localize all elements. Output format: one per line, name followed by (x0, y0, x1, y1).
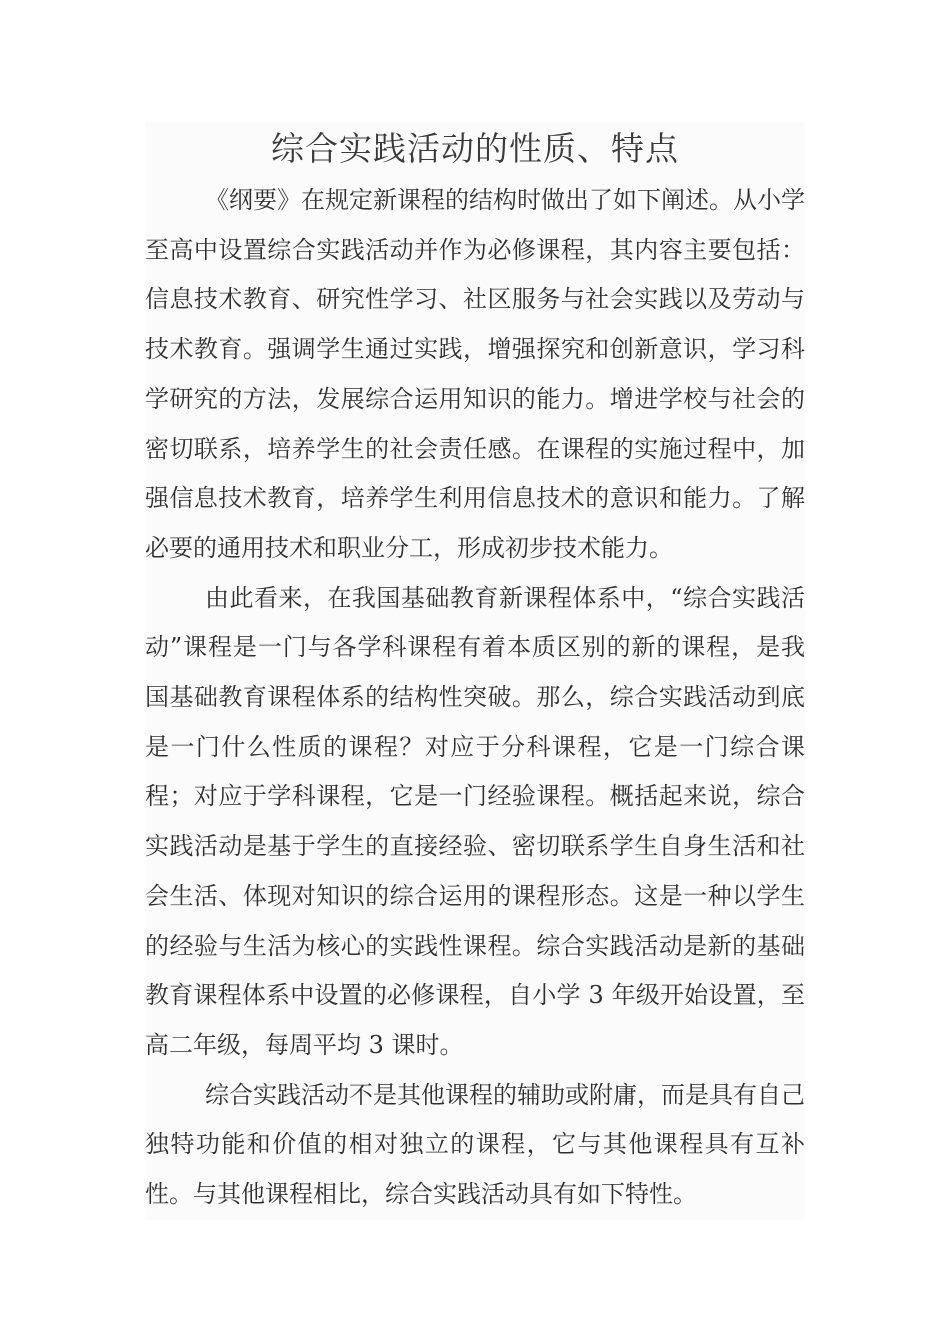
paragraph-2: 由此看来，在我国基础教育新课程体系中，“综合实践活动”课程是一门与各学科课程有着本质区别的新的课程，是我国基础教育课程体系的结构性突破。那么，综合实践活动到底是一门什么性质的课程？对应于分科课程，它是一门综合课程；对应于学科课程，它是一门经验课程。概括起来说，综合实践活动是基于学生的直接经验、密切联系学生自身生活和社会生活、体现对知识的综合运用的课程形态。这是一种以学生的经验与生活为核心的实践性课程。综合实践活动是新的基础教育课程体系中设置的必修课程，自小学 3 年级开始设置，至高二年级，每周平均 3 课时。 (145, 583, 805, 1059)
document-body (145, 122, 805, 1220)
paragraph-1: 《纲要》在规定新课程的结构时做出了如下阐述。从小学至高中设置综合实践活动并作为必修课程，其内容主要包括：信息技术教育、研究性学习、社区服务与社会实践以及劳动与技术教育。强调学生通过实践，增强探究和创新意识，学习科学研究的方法，发展综合运用知识的能力。增进学校与社会的密切联系，培养学生的社会责任感。在课程的实施过程中，加强信息技术教育，培养学生利用信息技术的意识和能力。了解必要的通用技术和职业分工，形成初步技术能力。 (145, 186, 805, 562)
paragraph-3: 综合实践活动不是其他课程的辅助或附庸，而是具有自己独特功能和价值的相对独立的课程，它与其他课程具有互补性。与其他课程相比，综合实践活动具有如下特性。 (145, 1080, 805, 1209)
document-title: 综合实践活动的性质、特点 (271, 129, 679, 168)
